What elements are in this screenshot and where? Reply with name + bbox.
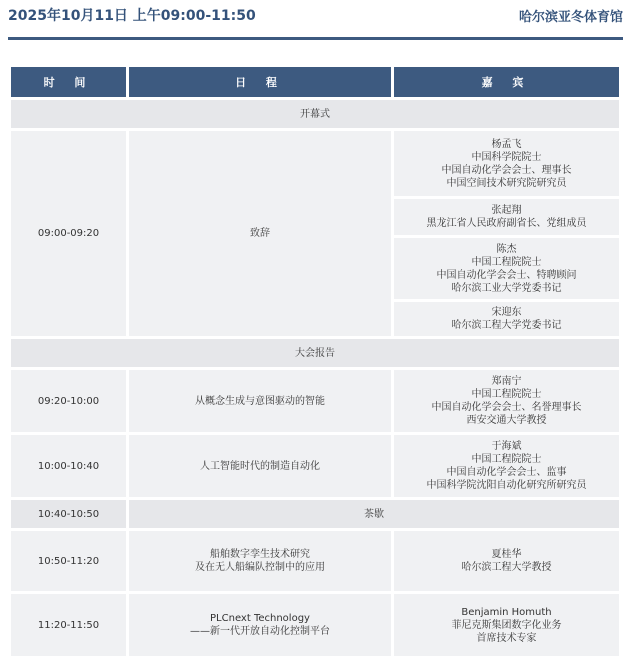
header-divider xyxy=(8,37,623,40)
guest-cell xyxy=(394,302,619,336)
guest-name: 杨孟飞 xyxy=(491,138,522,150)
guest-title: 首席技术专家 xyxy=(476,632,537,644)
time-cell: 10:50-11:20 xyxy=(11,531,126,591)
guest-cell xyxy=(394,238,619,299)
section-row xyxy=(11,339,619,367)
agenda-cell: 致辞 xyxy=(129,131,391,336)
guest-title: 中国科学院沈阳自动化研究所研究员 xyxy=(426,480,587,491)
agenda-line: 人工智能时代的制造自动化 xyxy=(200,460,320,472)
guest-name: 陈杰 xyxy=(496,243,517,255)
session-date: 2025年10月11日 上午09:00-11:50 xyxy=(8,8,256,24)
guest-title: 黑龙江省人民政府副省长、党组成员 xyxy=(426,218,587,229)
guest-title: 哈尔滨工程大学教授 xyxy=(461,562,552,573)
column-time: 时 间 xyxy=(11,67,126,97)
column-agenda: 日 程 xyxy=(129,67,391,97)
guest-cell xyxy=(394,594,619,656)
guest-title: 中国空间技术研究院研究员 xyxy=(446,177,567,189)
table-header-row xyxy=(11,67,619,97)
column-guests: 嘉 宾 xyxy=(394,67,619,97)
guest-title: 中国自动化学会会士、特聘顾问 xyxy=(436,269,577,281)
tea-break-label: 茶歇 xyxy=(129,500,619,528)
agenda-line: 船舶数字孪生技术研究 xyxy=(210,549,310,560)
agenda-line: 从概念生成与意图驱动的智能 xyxy=(195,395,325,407)
time-cell: 09:20-10:00 xyxy=(11,370,126,432)
schedule-table xyxy=(8,64,622,656)
table-row xyxy=(11,370,619,432)
agenda-line: 及在无人船编队控制中的应用 xyxy=(195,562,325,573)
guest-title: 哈尔滨工程大学党委书记 xyxy=(451,320,562,331)
agenda-line: PLCnext Technology xyxy=(210,613,310,624)
table-row xyxy=(11,594,619,656)
guest-title: 中国工程院院士 xyxy=(471,256,542,268)
table-row xyxy=(11,131,619,196)
session-venue: 哈尔滨亚冬体育馆 xyxy=(518,9,623,25)
section-title-report: 大会报告 xyxy=(11,339,619,367)
agenda-cell xyxy=(129,531,391,591)
guest-cell xyxy=(394,531,619,591)
guest-title: 中国自动化学会会士、理事长 xyxy=(441,164,572,176)
guest-name: 郑南宁 xyxy=(491,376,522,387)
schedule-header xyxy=(8,0,623,30)
time-cell: 10:00-10:40 xyxy=(11,435,126,497)
guest-title: 中国工程院院士 xyxy=(471,454,542,465)
time-cell: 09:00-09:20 xyxy=(11,131,126,336)
guest-title: 菲尼克斯集团数字化业务 xyxy=(451,619,562,631)
guest-cell xyxy=(394,199,619,235)
guest-title: 中国自动化学会会士、名誉理事长 xyxy=(431,402,582,413)
time-cell: 11:20-11:50 xyxy=(11,594,126,656)
guest-cell xyxy=(394,370,619,432)
guest-title: 中国工程院院士 xyxy=(471,389,542,400)
table-row xyxy=(11,435,619,497)
guest-title: 哈尔滨工业大学党委书记 xyxy=(451,282,562,294)
table-row xyxy=(11,531,619,591)
guest-name: 张起翔 xyxy=(491,205,522,216)
section-title-opening: 开幕式 xyxy=(11,100,619,128)
section-row xyxy=(11,100,619,128)
guest-name: 夏桂华 xyxy=(491,549,522,560)
guest-cell xyxy=(394,131,619,196)
guest-title: 西安交通大学教授 xyxy=(466,415,547,426)
agenda-cell xyxy=(129,370,391,432)
guest-name: 宋迎东 xyxy=(491,307,522,318)
agenda-cell xyxy=(129,594,391,656)
guest-name: Benjamin Homuth xyxy=(461,606,552,618)
guest-title: 中国自动化学会会士、监事 xyxy=(446,467,567,478)
tea-break-row xyxy=(11,500,619,528)
guest-name: 于海斌 xyxy=(491,441,522,452)
agenda-line: ——新一代开放自动化控制平台 xyxy=(190,626,330,637)
guest-cell xyxy=(394,435,619,497)
time-cell: 10:40-10:50 xyxy=(11,500,126,528)
agenda-cell xyxy=(129,435,391,497)
guest-title: 中国科学院院士 xyxy=(471,151,542,163)
